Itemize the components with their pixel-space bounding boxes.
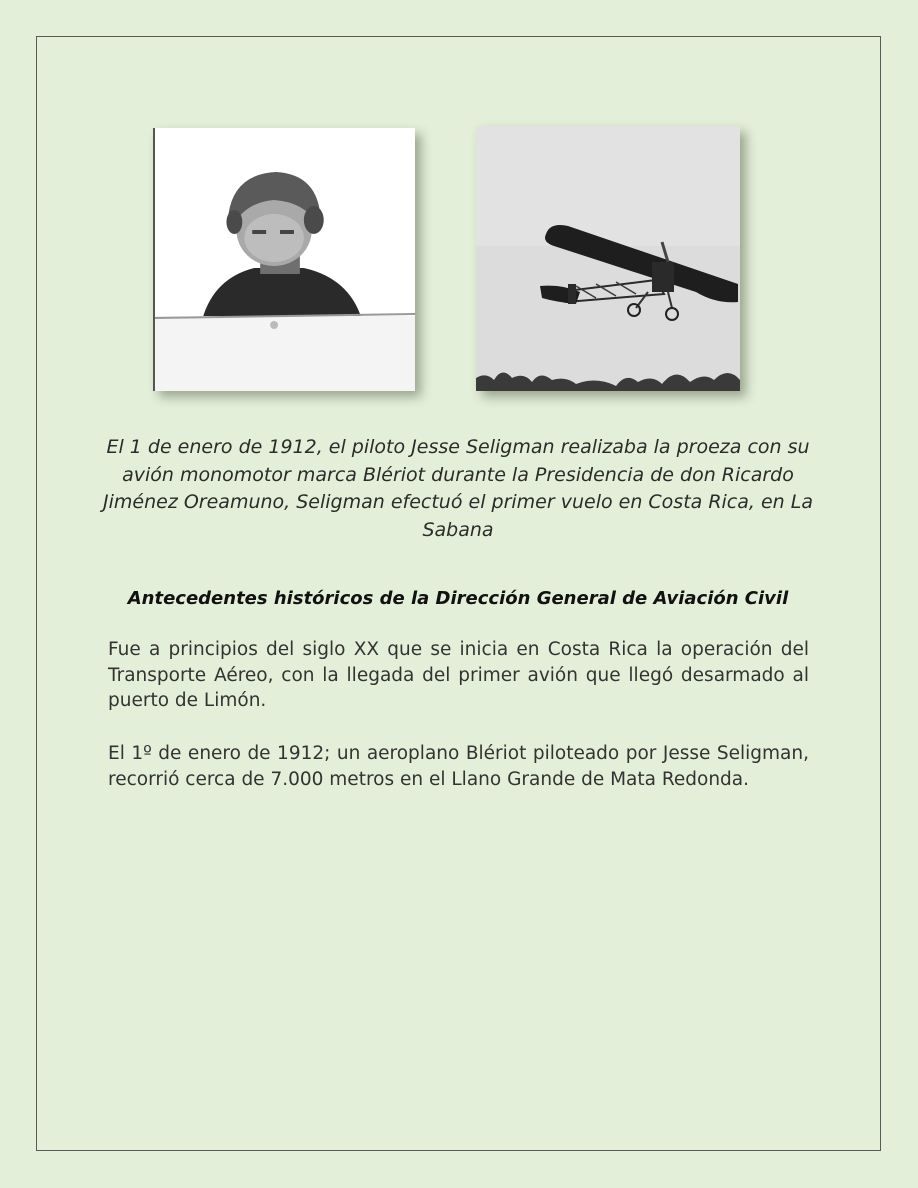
pilot-portrait-photo xyxy=(153,128,415,391)
body-paragraph-2: El 1º de enero de 1912; un aeroplano Blériot piloteado por Jesse Seligman, recorrió cerca de 7.000 metros en el Llano Grande de Mata Redonda. xyxy=(108,743,809,790)
bleriot-plane-photo xyxy=(476,126,740,391)
body-paragraph-1: Fue a principios del siglo XX que se inicia en Costa Rica la operación del Transporte Aéreo, con la llegada del primer avión que llegó desarmado al puerto de Limón. xyxy=(108,639,809,711)
pilot-portrait-image xyxy=(155,128,415,391)
bleriot-plane-image xyxy=(476,126,740,391)
photo-caption: El 1 de enero de 1912, el piloto Jesse Seligman realizaba la proeza con su avión monomotor marca Blériot durante la Presidencia de don Ricardo Jiménez Oreamuno, Seligman efectuó el primer vuelo en Costa Rica, en La Sabana xyxy=(103,436,813,541)
section-heading: Antecedentes históricos de la Dirección General de Aviación Civil xyxy=(127,588,789,609)
